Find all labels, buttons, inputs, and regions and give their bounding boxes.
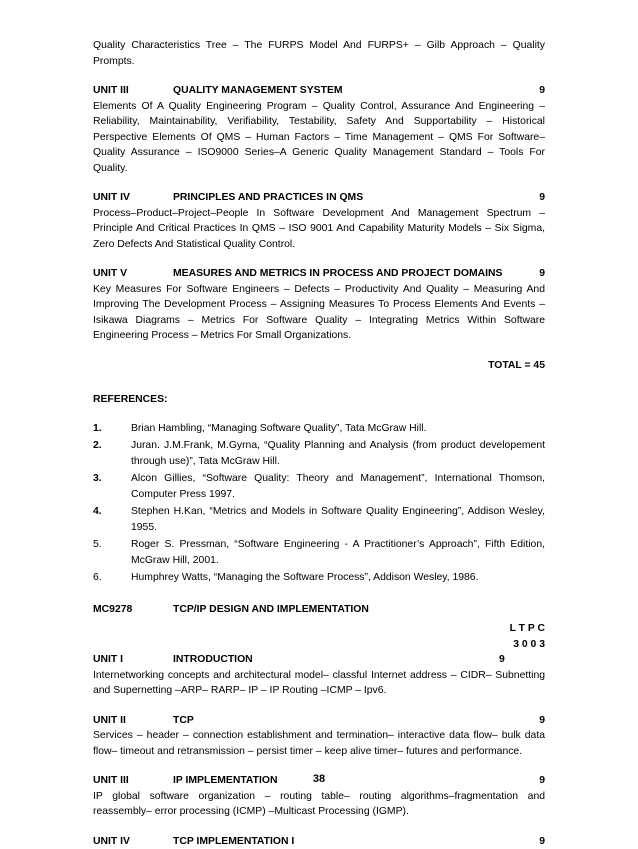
unit-label: UNIT V: [93, 266, 173, 282]
reference-item: [93, 421, 545, 437]
course-code: MC9278: [93, 602, 173, 618]
reference-text: Alcon Gillies, “Software Quality: Theory and Management”, International Thomson, Computer Press 1997.: [131, 471, 545, 502]
unit-heading: [93, 266, 545, 282]
references-list: [93, 421, 545, 586]
unit-description: Elements Of A Quality Engineering Program – Quality Control, Assurance And Engineering – Reliability, Maintainability, Verifiability, Testability, Safety And Supportability – Historical Perspective Elements Of QMS – Human Factors – Time Management – QMS For Software–Quality Assurance – ISO9000 Series–A Generic Quality Management Standard – Tools For Quality.: [93, 99, 545, 177]
unit-description: Services – header – connection establishment and termination– interactive data flow– bulk data flow– timeout and retransmission – persist timer – keep alive timer– futures and performance.: [93, 728, 545, 759]
unit-hours: 9: [499, 652, 545, 668]
unit-label: UNIT III: [93, 773, 173, 789]
unit-label: UNIT II: [93, 713, 173, 729]
unit-hours: 9: [531, 713, 545, 729]
unit-title: IP IMPLEMENTATION: [173, 773, 531, 789]
ltpc-label: L T P C: [93, 621, 545, 637]
unit-heading: [93, 190, 545, 206]
unit-title: QUALITY MANAGEMENT SYSTEM: [173, 83, 531, 99]
reference-item: [93, 438, 545, 469]
reference-item: [93, 471, 545, 502]
document-page: [93, 38, 545, 849]
reference-text: Stephen H.Kan, “Metrics and Models in Software Quality Engineering”, Addison Wesley, 1955.: [131, 504, 545, 535]
unit-title: TCP IMPLEMENTATION I: [173, 834, 531, 849]
unit-description: Process–Product–Project–People In Software Development And Management Spectrum – Principle And Critical Practices In QMS – ISO 9001 And Capability Maturity Models – Six Sigma, Zero Defects And Statistical Quality Control.: [93, 206, 545, 253]
unit-block: [93, 266, 545, 344]
intro-paragraph: Quality Characteristics Tree – The FURPS Model And FURPS+ – Gilb Approach – Quality Prompts.: [93, 38, 545, 69]
reference-number: 5.: [93, 537, 131, 568]
unit-label: UNIT III: [93, 83, 173, 99]
course-title: TCP/IP DESIGN AND IMPLEMENTATION: [173, 602, 369, 618]
unit-label: UNIT I: [93, 652, 173, 668]
reference-text: Roger S. Pressman, “Software Engineering - A Practitioner’s Approach”, Fifth Edition, McGraw Hill, 2001.: [131, 537, 545, 568]
total-hours: TOTAL = 45: [93, 358, 545, 374]
reference-text: Juran. J.M.Frank, M.Gyrna, “Quality Planning and Analysis (from product developement through use)”, Tata McGraw Hill.: [131, 438, 545, 469]
reference-item: [93, 537, 545, 568]
unit-block: [93, 652, 545, 699]
unit-heading: [93, 834, 545, 849]
course-heading: [93, 602, 545, 618]
unit-heading: [93, 713, 545, 729]
unit-description: Key Measures For Software Engineers – Defects – Productivity And Quality – Measuring And Improving The Development Process – Assigning Measures To Process Elements And Events – Isikawa Diagrams – Metrics For Software Quality – Integrating Metrics Within Software Engineering Process – Metrics For Small Organizations.: [93, 282, 545, 344]
unit-heading: [93, 652, 545, 668]
unit-block: [93, 190, 545, 252]
unit-hours: 9: [531, 773, 545, 789]
unit-block: [93, 83, 545, 176]
unit-block: [93, 834, 545, 849]
reference-text: Humphrey Watts, “Managing the Software Process”, Addison Wesley, 1986.: [131, 570, 545, 586]
unit-label: UNIT IV: [93, 190, 173, 206]
reference-item: [93, 504, 545, 535]
unit-title: INTRODUCTION: [173, 652, 499, 668]
reference-number: 2.: [93, 438, 131, 469]
ltpc-values: 3 0 0 3: [93, 637, 545, 653]
page-number: 38: [0, 773, 638, 785]
unit-description: Internetworking concepts and architectural model– classful Internet address – CIDR– Subnetting and Supernetting –ARP– RARP– IP – IP Routing –ICMP – Ipv6.: [93, 668, 545, 699]
reference-number: 6.: [93, 570, 131, 586]
unit-title: PRINCIPLES AND PRACTICES IN QMS: [173, 190, 531, 206]
reference-number: 3.: [93, 471, 131, 502]
reference-text: Brian Hambling, “Managing Software Quality”, Tata McGraw Hill.: [131, 421, 545, 437]
reference-item: [93, 570, 545, 586]
unit-block: [93, 713, 545, 760]
unit-label: UNIT IV: [93, 834, 173, 849]
unit-hours: 9: [531, 266, 545, 282]
unit-title: TCP: [173, 713, 531, 729]
unit-hours: 9: [531, 83, 545, 99]
unit-hours: 9: [531, 190, 545, 206]
unit-title: MEASURES AND METRICS IN PROCESS AND PROJECT DOMAINS: [173, 266, 531, 282]
reference-number: 1.: [93, 421, 131, 437]
references-heading: REFERENCES:: [93, 392, 545, 408]
reference-number: 4.: [93, 504, 131, 535]
unit-hours: 9: [531, 834, 545, 849]
unit-description: IP global software organization – routing table– routing algorithms–fragmentation and reassembly– error processing (ICMP) –Multicast Processing (IGMP).: [93, 789, 545, 820]
unit-heading: [93, 83, 545, 99]
